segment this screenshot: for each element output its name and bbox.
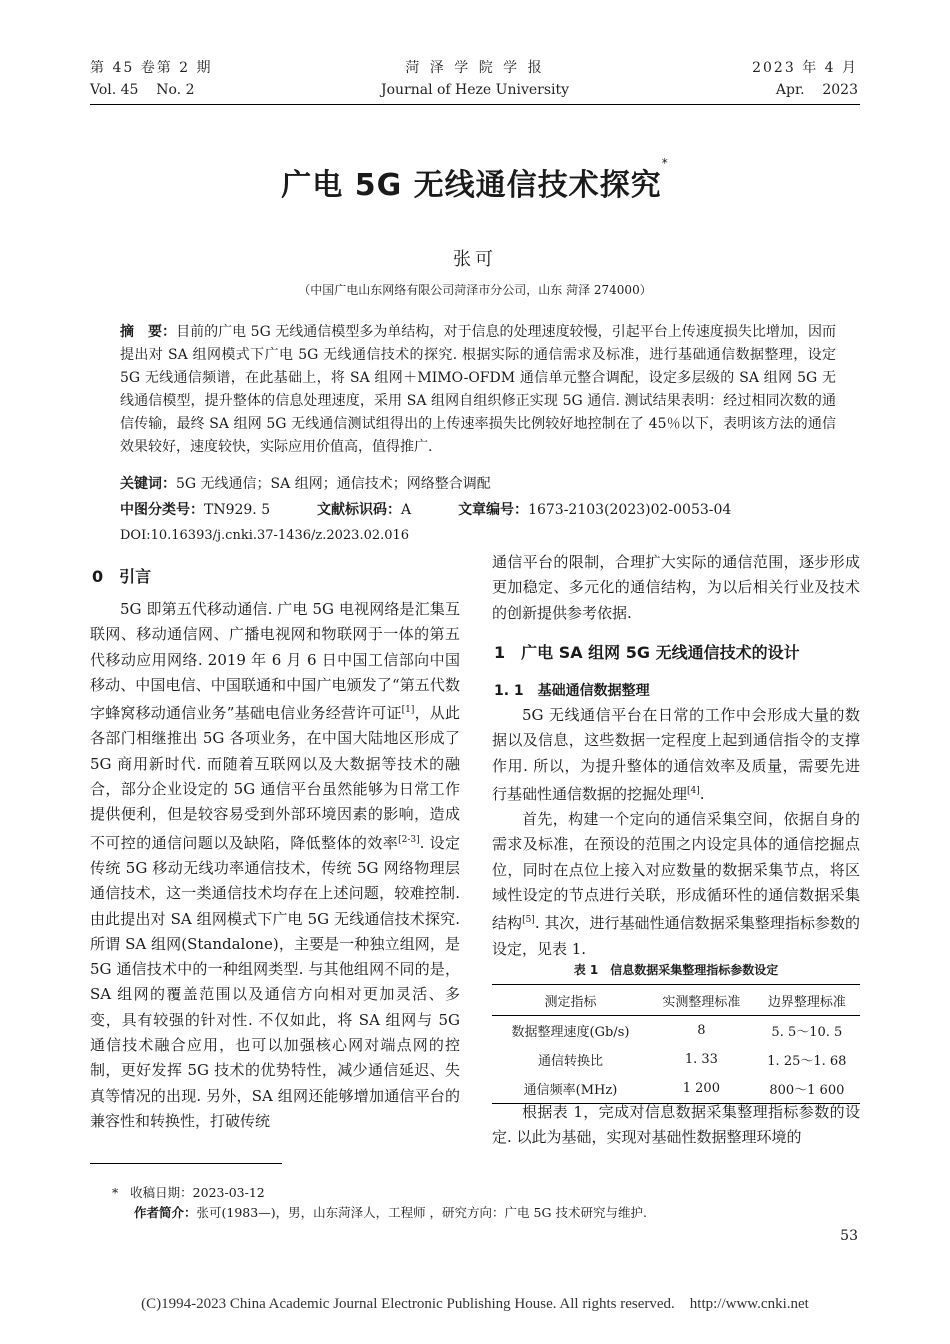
table-cell: 1. 25～1. 68 [767, 1054, 847, 1069]
classification-line: 中图分类号：TN929. 5 文献标识码：A 文章编号：1673-2103(2023)02-0053-04 [120, 502, 732, 518]
issue-date-cn: 2023 年 4 月 [752, 60, 858, 76]
issue-date-en: Apr. 2023 [775, 82, 858, 98]
volume-issue-en: Vol. 45 No. 2 [90, 82, 195, 98]
table-cell: 800～1 600 [754, 1074, 860, 1104]
journal-name-en: Journal of Heze University [380, 82, 570, 98]
table1-header-cell: 边界整理标准 [754, 985, 860, 1016]
table-row [492, 1045, 860, 1074]
section0-heading: 0 引言 [92, 567, 152, 586]
keywords: 关键词：5G 无线通信；SA 组网；通信技术；网络整合调配 [120, 476, 491, 492]
author-name: 张可 [453, 249, 497, 270]
table-cell: 1. 33 [684, 1052, 718, 1067]
footnote-received: * 收稿日期：2023-03-12 [112, 1185, 265, 1200]
page-number: 53 [840, 1228, 858, 1244]
right-column-top [492, 550, 860, 626]
paragraph-table-followup: 根据表 1，完成对信息数据采集整理指标参数的设定. 以此为基础，实现对基础性数据整理环境的 [492, 1103, 860, 1147]
header-rule [90, 104, 860, 105]
table1 [492, 984, 860, 1104]
doi: DOI:10.16393/j.cnki.37-1436/z.2023.02.016 [120, 528, 410, 543]
abstract-text: 目前的广电 5G 无线通信模型多为单结构，对于信息的处理速度较慢，引起平台上传速度损失比增加，因而提出对 SA 组网模式下广电 5G 无线通信技术的探究. 根据实际的通信需求及标准，进行基础通信数据整理，设定 5G 无线通信频谱，在此基础上，将 SA 组网＋MIMO-OFDM 通信单元整合调配，设定多层级的 SA 组网 5G 无线通信模型，提升整体的信息处理速度，采用 SA 组网自组织修正实现 5G 通信. 测试结果表明：经过相同次数的通信传输，最终 SA 组网 5G 无线通信测试组得出的上传速率损失比例较好地控制在了 45％以下，表明该方法的通信效果较好，速度较快，实际应用价值高，值得推广. [120, 324, 837, 455]
table-cell: 通信转换比 [537, 1054, 603, 1069]
table-cell: 通信频率(MHz) [492, 1074, 649, 1104]
paragraph-data-mining: 5G 无线通信平台在日常的工作中会形成大量的数据以及信息，这些数据一定程度上起到通信指令的支撑作用. 所以，为提升整体的通信效率及质量，需要先进行基础性通信数据的挖掘处理[4]. [492, 706, 860, 803]
footnote-author-bio: 作者简介：张可(1983—)，男，山东菏泽人，工程师 ，研究方向：广电 5G 技术研究与维护. [134, 1205, 647, 1220]
table-cell: 1 200 [649, 1074, 754, 1104]
journal-name-cn: 菏 泽 学 院 学 报 [405, 60, 545, 76]
table-cell: 5. 5～10. 5 [771, 1025, 843, 1040]
article-title: 广电 5G 无线通信技术探究* [281, 156, 669, 203]
abstract-label: 摘 要： [120, 324, 177, 340]
table1-caption: 表 1 信息数据采集整理指标参数设定 [573, 963, 779, 977]
table-row [492, 1016, 860, 1046]
right-column-body [492, 703, 860, 962]
table-cell: 数据整理速度(Gb/s) [511, 1025, 630, 1040]
intro-paragraph-continued: 通信平台的限制，合理扩大实际的通信范围，逐步形成更加稳定、多元化的通信结构，为以后相关行业及技术的创新提供参考依据. [492, 553, 860, 622]
right-column-bottom [492, 1100, 860, 1151]
doc-code: A [401, 502, 412, 518]
table1-header-row [492, 985, 860, 1016]
abstract [120, 321, 836, 459]
footnote-rule [90, 1163, 282, 1164]
table1-header-cell: 测定指标 [492, 985, 649, 1016]
section1-heading: 1 广电 SA 组网 5G 无线通信技术的设计 [494, 643, 800, 662]
article-number: 1673-2103(2023)02-0053-04 [528, 502, 732, 518]
clc-number: TN929. 5 [204, 502, 271, 518]
copyright-footer: (C)1994-2023 China Academic Journal Electronic Publishing House. All rights reserved. http://www.cnki.net [141, 1296, 809, 1312]
volume-issue-cn: 第 45 卷第 2 期 [90, 60, 213, 76]
intro-paragraph: 5G 即第五代移动通信. 广电 5G 电视网络是汇集互联网、移动通信网、广播电视网和物联网于一体的第五代移动应用网络. 2019 年 6 月 6 日中国工信部向中国移动、中国电信、中国联通和中国广电颁发了“第五代数字蜂窝移动通信业务”基础电信业务经营许可证[1]，从此各部门相继推出 5G 各项业务，在中国大陆地区形成了 5G 商用新时代. 而随着互联网以及大数据等技术的融合，部分企业设定的 5G 通信平台虽然能够为日常工作提供便利，但是较容易受到外部环境因素的影响，造成不可控的通信问题以及缺陷，降低整体的效率[2-3]. 设定传统 5G 移动无线功率通信技术，传统 5G 网络物理层通信技术，这一类通信技术均存在上述问题，较难控制. 由此提出对 SA 组网模式下广电 5G 无线通信技术探究. 所谓 SA 组网(Standalone)，主要是一种独立组网，是 5G 通信技术中的一种组网类型. 与其他组网不同的是，SA 组网的覆盖范围以及通信方向相对更加灵活、多变，具有较强的针对性. 不仅如此，将 SA 组网与 5G 通信技术融合应用，也可以加强核心网对端点网的控制，更好发挥 5G 技术的优势特性，减少通信延迟、失真等情况的出现. 另外，SA 组网还能够增加通信平台的兼容性和转换性，打破传统 [90, 600, 460, 1130]
paragraph-collection-space: 首先，构建一个定向的通信采集空间，依据自身的需求及标准，在预设的范围之内设定具体的通信挖掘点位，同时在点位上接入对应数量的数据采集节点，将区域性设定的节点进行关联，形成循环性的通信数据采集结构[5]. 其次，进行基础性通信数据采集整理指标参数的设定，见表 1. [492, 810, 860, 958]
subsection-1-1-heading: 1. 1 基础通信数据整理 [494, 683, 650, 699]
author-affiliation: （中国广电山东网络有限公司菏泽市分公司，山东 菏泽 274000） [298, 283, 652, 297]
left-column [90, 597, 460, 1134]
table1-header-cell: 实测整理标准 [649, 985, 754, 1016]
table-cell: 8 [697, 1023, 706, 1038]
